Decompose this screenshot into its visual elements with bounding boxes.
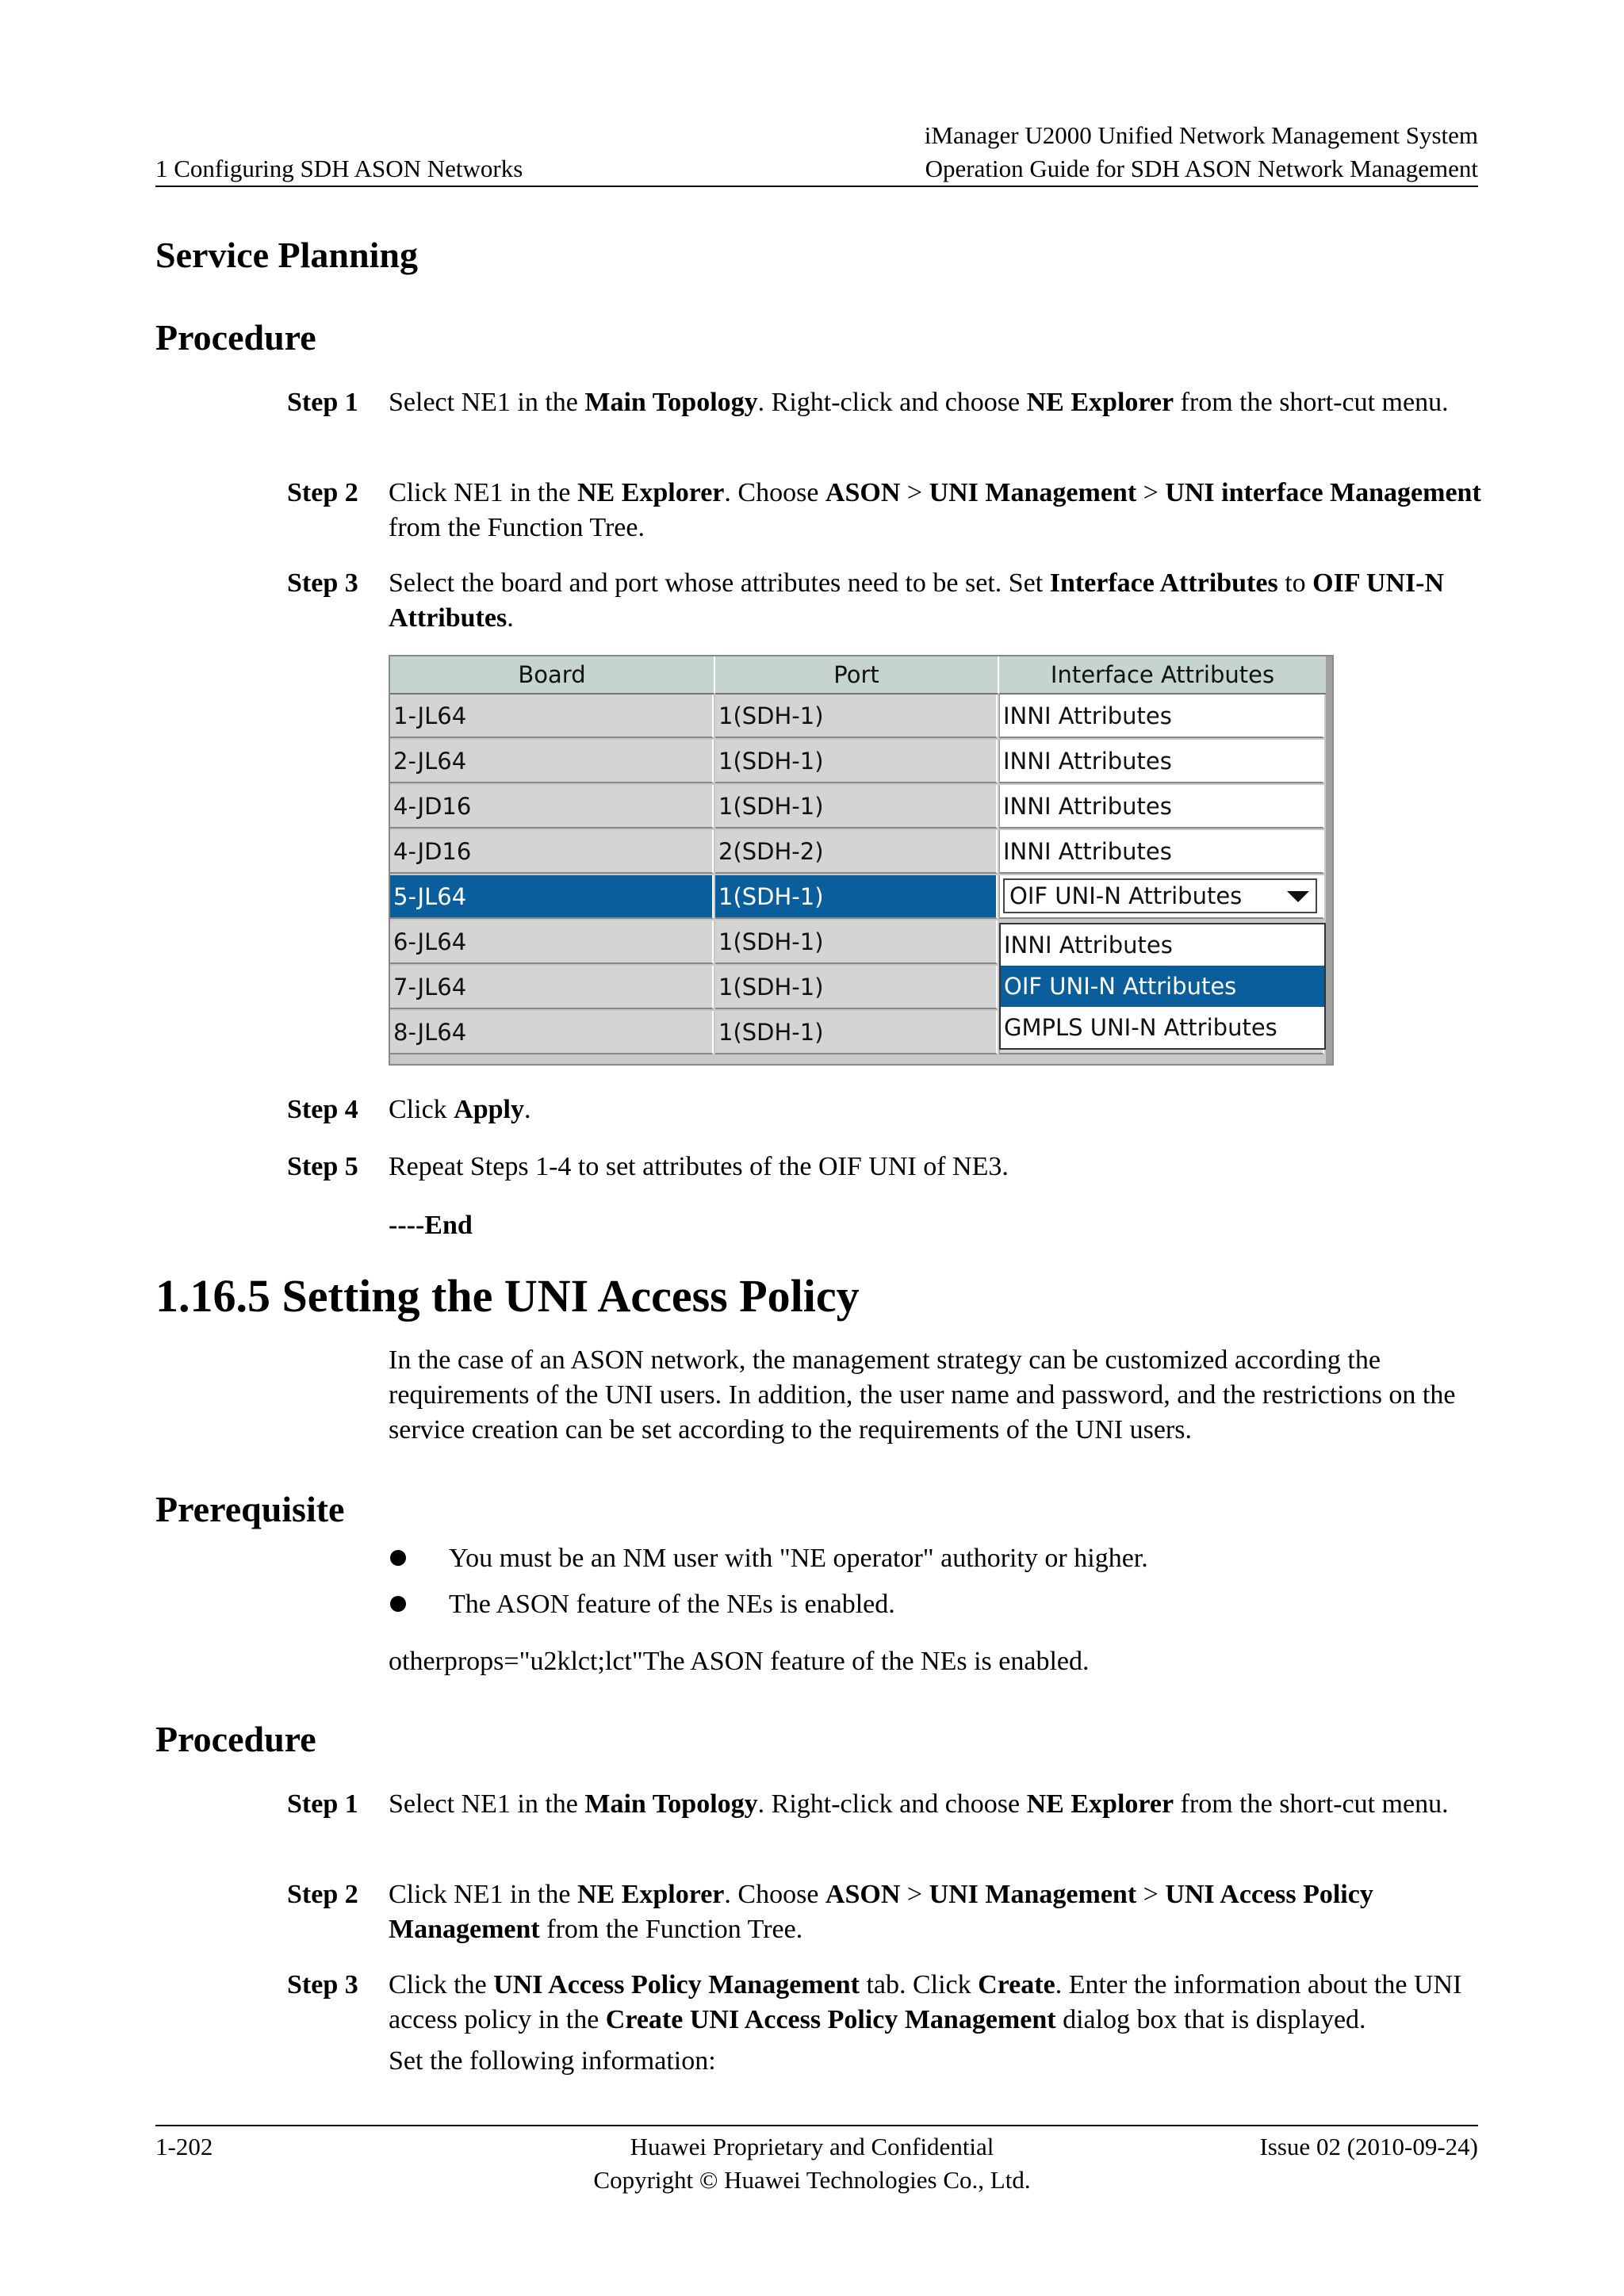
footer-issue: Issue 02 (2010-09-24) bbox=[1259, 2133, 1478, 2160]
table-cell-port-selected[interactable]: 1(SDH-1) bbox=[715, 875, 998, 919]
procedure-heading-2: Procedure bbox=[155, 1719, 316, 1759]
step-label: Step 3 bbox=[287, 568, 358, 598]
table-cell-port[interactable]: 1(SDH-1) bbox=[715, 1011, 998, 1054]
prerequisite-item: You must be an NM user with "NE operator" authority or higher. bbox=[449, 1544, 1148, 1573]
table-cell-port[interactable]: 1(SDH-1) bbox=[715, 740, 998, 783]
table-cell-board[interactable]: 6-JL64 bbox=[390, 920, 714, 964]
table-cell-board[interactable]: 8-JL64 bbox=[390, 1011, 714, 1054]
page-number: 1-202 bbox=[155, 2133, 213, 2160]
table-cell-attributes[interactable]: INNI Attributes bbox=[999, 830, 1324, 874]
end-marker: ----End bbox=[389, 1211, 473, 1240]
chevron-down-icon[interactable] bbox=[1287, 891, 1309, 902]
bullet-icon bbox=[390, 1550, 406, 1566]
header-chapter: 1 Configuring SDH ASON Networks bbox=[155, 155, 523, 182]
step-label: Step 3 bbox=[287, 1970, 358, 1999]
combo-value: OIF UNI-N Attributes bbox=[1009, 882, 1243, 909]
bullet-icon bbox=[390, 1596, 406, 1612]
intro-paragraph: In the case of an ASON network, the management strategy can be customized according the requirements of the UNI users. In addition, the user name and password, and the restrictions on the service creation can be set according to the requirements of the UNI users. bbox=[389, 1345, 1456, 1445]
prerequisite-item: The ASON feature of the NEs is enabled. bbox=[449, 1590, 895, 1619]
interface-attributes-combo[interactable] bbox=[1003, 878, 1317, 913]
column-header-board[interactable]: Board bbox=[390, 656, 715, 695]
header-rule bbox=[155, 186, 1478, 187]
table-cell-board[interactable]: 2-JL64 bbox=[390, 740, 714, 783]
step-text: Select NE1 in the Main Topology. Right-click and choose NE Explorer from the short-cut menu. bbox=[389, 388, 1449, 417]
table-cell-board[interactable]: 4-JD16 bbox=[390, 785, 714, 828]
table-cell-port[interactable]: 1(SDH-1) bbox=[715, 785, 998, 828]
header-product: iManager U2000 Unified Network Management System bbox=[924, 121, 1478, 149]
interface-attributes-table bbox=[389, 655, 1334, 1066]
column-header-interface-attributes[interactable]: Interface Attributes bbox=[999, 656, 1327, 695]
prerequisite-heading: Prerequisite bbox=[155, 1489, 345, 1529]
dropdown-option-gmpls-uni-n[interactable]: GMPLS UNI-N Attributes bbox=[1004, 1014, 1277, 1041]
table-cell-attributes[interactable]: INNI Attributes bbox=[999, 785, 1324, 828]
table-cell-board-selected[interactable]: 5-JL64 bbox=[390, 875, 714, 919]
section-title-service-planning: Service Planning bbox=[155, 235, 418, 275]
step-label: Step 1 bbox=[287, 388, 358, 417]
step-extra-text: Set the following information: bbox=[389, 2046, 716, 2076]
footer-confidential: Huawei Proprietary and Confidential bbox=[630, 2133, 994, 2160]
table-cell-port[interactable]: 2(SDH-2) bbox=[715, 830, 998, 874]
table-cell-attributes-editor bbox=[999, 875, 1324, 919]
step-label: Step 2 bbox=[287, 478, 358, 507]
step-text: Click NE1 in the NE Explorer. Choose ASON > UNI Management > UNI Access Policy Management from the Function Tree. bbox=[389, 1880, 1373, 1944]
dropdown-option-oif-uni-n[interactable]: OIF UNI-N Attributes bbox=[1001, 966, 1324, 1007]
step-text: Select the board and port whose attributes need to be set. Set Interface Attributes to OIF UNI-N Attributes. bbox=[389, 568, 1445, 633]
interface-attributes-dropdown bbox=[999, 923, 1326, 1050]
step-text: Click the UNI Access Policy Management tab. Click Create. Enter the information about the UNI access policy in the Create UNI Access Policy Management dialog box that is displayed. bbox=[389, 1970, 1462, 2034]
table-cell-port[interactable]: 1(SDH-1) bbox=[715, 920, 998, 964]
table-cell-port[interactable]: 1(SDH-1) bbox=[715, 695, 998, 738]
step-label: Step 4 bbox=[287, 1095, 358, 1124]
table-scrollbar[interactable] bbox=[1326, 656, 1332, 1064]
step-label: Step 1 bbox=[287, 1789, 358, 1819]
step-text: Click NE1 in the NE Explorer. Choose ASON > UNI Management > UNI interface Management from the Function Tree. bbox=[389, 478, 1481, 542]
table-cell-board[interactable]: 7-JL64 bbox=[390, 966, 714, 1009]
table-cell-port[interactable]: 1(SDH-1) bbox=[715, 966, 998, 1009]
header-guide: Operation Guide for SDH ASON Network Management bbox=[925, 155, 1478, 182]
table-cell-board[interactable]: 1-JL64 bbox=[390, 695, 714, 738]
step-text: Click Apply. bbox=[389, 1095, 531, 1124]
section-title-uni-access-policy: 1.16.5 Setting the UNI Access Policy bbox=[155, 1270, 860, 1322]
procedure-heading-1: Procedure bbox=[155, 317, 316, 358]
step-text: Repeat Steps 1-4 to set attributes of the OIF UNI of NE3. bbox=[389, 1152, 1009, 1181]
table-cell-attributes[interactable]: INNI Attributes bbox=[999, 740, 1324, 783]
step-text: Select NE1 in the Main Topology. Right-click and choose NE Explorer from the short-cut menu. bbox=[389, 1789, 1449, 1819]
footer-copyright: Copyright © Huawei Technologies Co., Ltd. bbox=[593, 2166, 1031, 2194]
table-cell-attributes[interactable]: INNI Attributes bbox=[999, 695, 1324, 738]
otherprops-note: otherprops="u2klct;lct"The ASON feature of the NEs is enabled. bbox=[389, 1647, 1090, 1676]
step-label: Step 5 bbox=[287, 1152, 358, 1181]
column-header-port[interactable]: Port bbox=[715, 656, 999, 695]
table-cell-board[interactable]: 4-JD16 bbox=[390, 830, 714, 874]
footer-rule bbox=[155, 2125, 1478, 2126]
step-label: Step 2 bbox=[287, 1880, 358, 1909]
dropdown-option-inni[interactable]: INNI Attributes bbox=[1004, 932, 1173, 959]
